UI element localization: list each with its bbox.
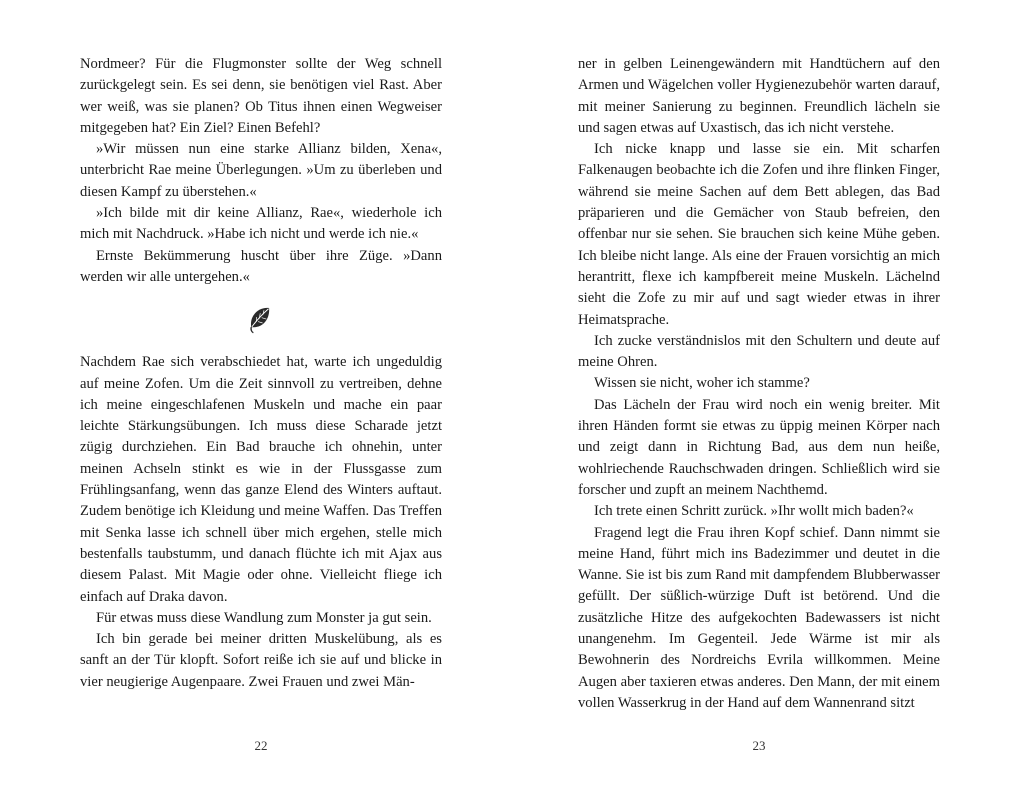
paragraph: »Wir müssen nun eine starke Allianz bilden, Xena«, unterbricht Rae meine Überlegungen. »Um zu überleben und diesen Kampf zu überstehen.« bbox=[80, 141, 442, 200]
paragraph: Ich trete einen Schritt zurück. »Ihr wollt mich baden?« bbox=[594, 503, 914, 520]
paragraph: Ich nicke knapp und lasse sie ein. Mit scharfen Falkenaugen beobachte ich die Zofen und ihre flinken Finger, während sie meine Sachen auf dem Bett ablegen, das Bad präparieren und die Gemächer von Staub befreien, den offenbar nur sie sehen. Sie brauchen sich keine Mühe geben. Ich bleibe nicht lange. Als eine der Frauen vorsichtig an mich herantritt, flexe ich kampfbereit meine Muskeln. Lächelnd sieht die Zofe zu mir auf und sagt wieder etwas in ihrer Heimatsprache. bbox=[578, 141, 940, 328]
paragraph: Ernste Bekümmerung huscht über ihre Züge. »Dann werden wir alle untergehen.« bbox=[80, 247, 442, 285]
paragraph: Nachdem Rae sich verabschiedet hat, warte ich ungeduldig auf meine Zofen. Um die Zeit sinnvoll zu vertreiben, dehne ich meine eingeschlafenen Muskeln und mache ein paar leichte Stärkungsübungen. Ich muss diese Scharade jetzt zügig durchziehen. Ein Bad brauche ich ohnehin, unter meinen Achseln stinkt es wie in der Flussgasse zum Frühlingsanfang, wenn das ganze Elend des Winters auftaut. Zudem benötige ich Kleidung und meine Waffen. Das Treffen mit Senka lasse ich schnell über mich ergehen, stelle mich bestenfalls taubstumm, und danach flüchte ich mit Ajax aus diesem Palast. Mit Magie oder ohne. Vielleicht fliege ich einfach auf Draka davon. bbox=[80, 354, 442, 605]
leaf-ornament-icon bbox=[244, 303, 278, 337]
page-number: 22 bbox=[254, 738, 268, 753]
paragraph: Für etwas muss diese Wandlung zum Monster ja gut sein. bbox=[96, 609, 432, 626]
paragraph: »Ich bilde mit dir keine Allianz, Rae«, wiederhole ich mich mit Nachdruck. »Habe ich nicht und werde ich nie.« bbox=[80, 205, 442, 243]
paragraph: Das Lächeln der Frau wird noch ein wenig breiter. Mit ihren Händen formt sie etwas zu üppig meinen Körper nach und zeigt dann in Richtung Bad, aus dem nun heiße, wohlriechende Rauchschwaden dringen. Schließlich wird sie forscher und zupft an meinem Nachthemd. bbox=[578, 396, 940, 498]
paragraph: Wissen sie nicht, woher ich stamme? bbox=[594, 375, 810, 392]
right-page bbox=[510, 0, 1020, 812]
page-number: 23 bbox=[752, 738, 766, 753]
paragraph: Ich zucke verständnislos mit den Schultern und deute auf meine Ohren. bbox=[578, 332, 940, 371]
paragraph: Fragend legt die Frau ihren Kopf schief. Dann nimmt sie meine Hand, führt mich ins Badezimmer und deutet in die Wanne. Sie ist bis zum Rand mit dampfendem Blubberwasser gefüllt. Der süßlich-würzige Duft ist betörend. Und die zusätzliche Hitze des aufgekochten Badewassers ist nicht unangenehm. Im Gegenteil. Jede Wärme ist mir als Bewohnerin des Nordreichs Evrila willkommen. Meine Augen aber taxieren etwas anderes. Den Mann, der mit einem vollen Wasserkrug in der Hand auf dem Wannenrand sitzt bbox=[578, 524, 940, 711]
section-break bbox=[80, 288, 442, 352]
right-page-text bbox=[578, 54, 940, 714]
paragraph: ner in gelben Leinengewändern mit Handtüchern auf den Armen und Wägelchen voller Hygienezubehör warten darauf, mit meiner Sanierung zu beginnen. Freundlich lächeln sie und sagen etwas auf Uxastisch, das ich nicht verstehe. bbox=[578, 56, 940, 136]
left-page-text bbox=[80, 54, 442, 693]
paragraph: Ich bin gerade bei meiner dritten Muskelübung, als es sanft an der Tür klopft. Sofort reiße ich sie auf und blicke in vier neugierige Augenpaare. Zwei Frauen und zwei Män- bbox=[80, 631, 442, 690]
paragraph: Nordmeer? Für die Flugmonster sollte der Weg schnell zurückgelegt sein. Es sei denn, sie benötigen viel Rast. Aber wer weiß, was sie planen? Ob Titus ihnen einen Wegweiser mitgegeben hat? Ein Ziel? Einen Befehl? bbox=[80, 56, 442, 136]
